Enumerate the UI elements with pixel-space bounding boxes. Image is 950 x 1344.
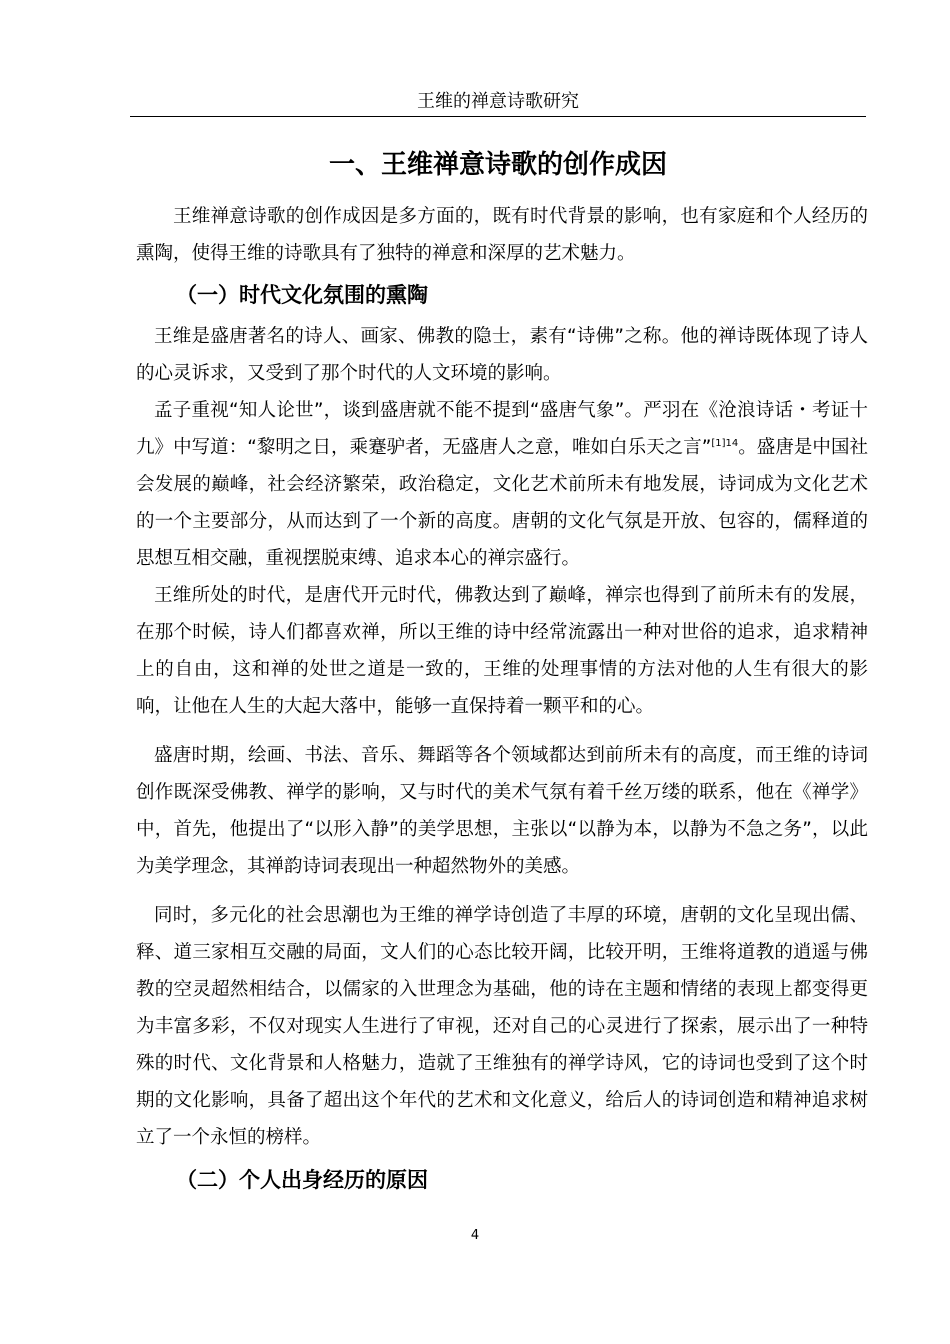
running-title: 王维的禅意诗歌研究	[417, 91, 579, 112]
citation-reference: [1]14	[711, 437, 739, 449]
paragraph-2	[136, 392, 868, 577]
intro-paragraph: 王维禅意诗歌的创作成因是多方面的，既有时代背景的影响，也有家庭和个人经历的熏陶，使得王维的诗歌具有了独特的禅意和深厚的艺术魅力。	[136, 206, 868, 264]
paragraph-2-text-a: 孟子重视“知人论世”，谈到盛唐就不能不提到“盛唐气象”。严羽在《沧浪诗话・考证十九》中写道：“黎明之日，乘蹇驴者，无盛唐人之意，唯如白乐天之言”	[136, 400, 868, 458]
section-heading-1: （一）时代文化氛围的熏陶	[176, 283, 428, 307]
paragraph-3: 王维所处的时代，是唐代开元时代，佛教达到了巅峰，禅宗也得到了前所未有的发展，在那个时候，诗人们都喜欢禅，所以王维的诗中经常流露出一种对世俗的追求，追求精神上的自由，这和禅的处世之道是一致的，王维的处理事情的方法对他的人生有很大的影响，让他在人生的大起大落中，能够一直保持着一颗平和的心。	[136, 585, 868, 717]
section-heading-2: （二）个人出身经历的原因	[176, 1168, 428, 1192]
paragraph-1: 王维是盛唐著名的诗人、画家、佛教的隐士，素有“诗佛”之称。他的禅诗既体现了诗人的心灵诉求，又受到了那个时代的人文环境的影响。	[136, 326, 868, 384]
paragraph-5: 同时，多元化的社会思潮也为王维的禅学诗创造了丰厚的环境，唐朝的文化呈现出儒、释、道三家相互交融的局面，文人们的心态比较开阔，比较开明，王维将道教的逍遥与佛教的空灵超然相结合，以儒家的入世理念为基础，他的诗在主题和情绪的表现上都变得更为丰富多彩，不仅对现实人生进行了审视，还对自己的心灵进行了探索，展示出了一种特殊的时代、文化背景和人格魅力，造就了王维独有的禅学诗风，它的诗词也受到了这个时期的文化影响，具备了超出这个年代的艺术和文化意义，给后人的诗词创造和精神追求树立了一个永恒的榜样。	[136, 905, 868, 1148]
running-header	[130, 90, 866, 117]
chapter-title: 一、王维禅意诗歌的创作成因	[328, 150, 667, 180]
paragraph-4: 盛唐时期，绘画、书法、音乐、舞蹈等各个领域都达到前所未有的高度，而王维的诗词创作既深受佛教、禅学的影响，又与时代的美术气氛有着千丝万缕的联系，他在《禅学》中，首先，他提出了“以形入静”的美学思想，主张以“以静为本，以静为不急之务”，以此为美学理念，其禅韵诗词表现出一种超然物外的美感。	[136, 745, 868, 877]
page-number: 4	[470, 1228, 480, 1243]
paragraph-2-text-b: 。盛唐是中国社会发展的巅峰，社会经济繁荣，政治稳定，文化艺术前所未有地发展，诗词成为文化艺术的一个主要部分，从而达到了一个新的高度。唐朝的文化气氛是开放、包容的，儒释道的思想互相交融，重视摆脱束缚、追求本心的禅宗盛行。	[136, 437, 868, 569]
